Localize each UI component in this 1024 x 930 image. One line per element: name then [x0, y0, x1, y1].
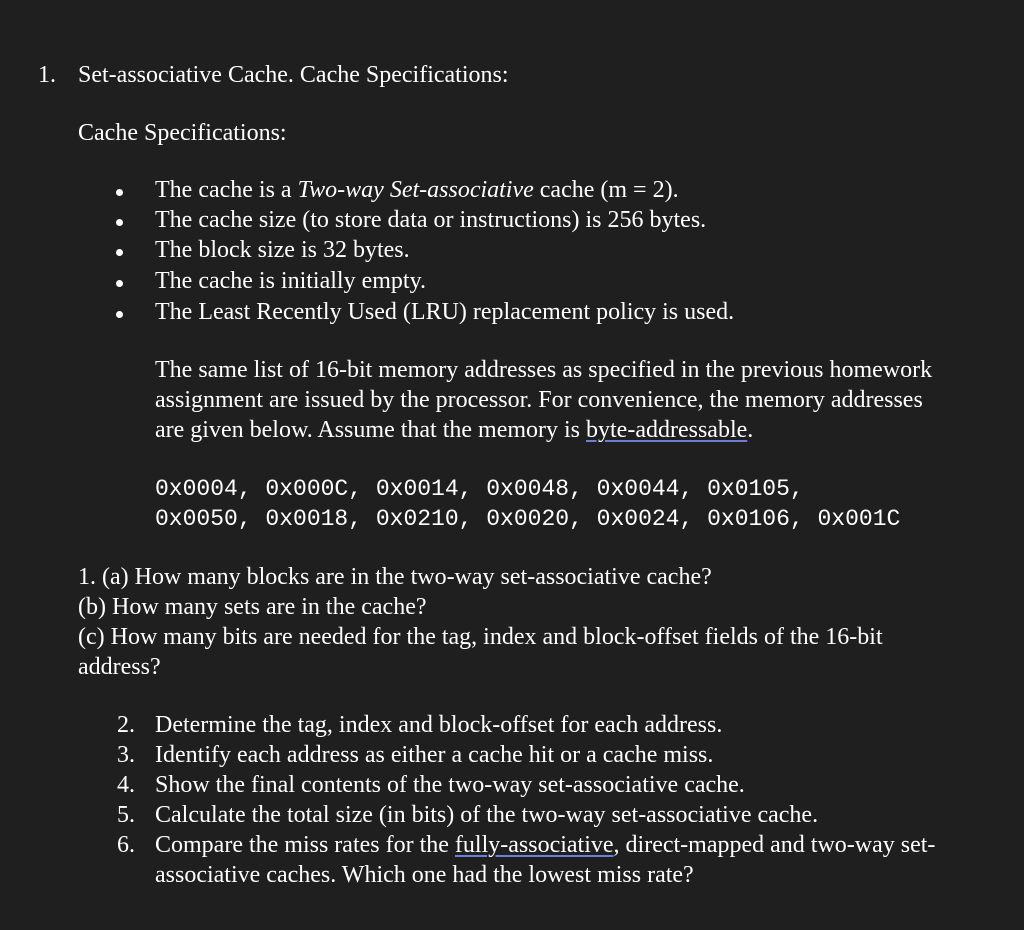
- task-4-number: 4.: [117, 772, 135, 798]
- spec-item-4: The cache is initially empty.: [155, 268, 427, 294]
- spec-item-2: The cache size (to store data or instructions) is 256 bytes.: [155, 207, 707, 233]
- task-5-text: Calculate the total size (in bits) of the two-way set-associative cache.: [155, 802, 819, 828]
- task-2-number: 2.: [117, 712, 135, 738]
- task-6-text: Compare the miss rates for the fully-associative, direct-mapped and two-way set-: [155, 832, 936, 858]
- bullet-icon: [116, 219, 123, 226]
- bullet-icon: [116, 249, 123, 256]
- task-2-text: Determine the tag, index and block-offset for each address.: [155, 712, 723, 738]
- heading-number: 1.: [38, 62, 56, 88]
- spec-item-3: The block size is 32 bytes.: [155, 237, 410, 263]
- paragraph-line-2: assignment are issued by the processor. For convenience, the memory addresses: [155, 387, 923, 413]
- question-a: 1. (a) How many blocks are in the two-way set-associative cache?: [78, 564, 712, 590]
- bullet-icon: [116, 311, 123, 318]
- byte-addressable-link[interactable]: byte-addressable: [586, 417, 748, 443]
- task-4-text: Show the final contents of the two-way set-associative cache.: [155, 772, 745, 798]
- fully-associative-link[interactable]: fully-associative: [454, 832, 614, 858]
- task-6-text-line-2: associative caches. Which one had the lowest miss rate?: [155, 862, 694, 888]
- task-3-text: Identify each address as either a cache hit or a cache miss.: [155, 742, 714, 768]
- task-5-number: 5.: [117, 802, 135, 828]
- cache-type-emphasis: Two-way Set-associative: [297, 177, 534, 203]
- task-6-number: 6.: [117, 832, 135, 858]
- question-c-line-1: (c) How many bits are needed for the tag, index and block-offset fields of the 16-bit: [78, 624, 883, 650]
- task-3-number: 3.: [117, 742, 135, 768]
- paragraph-line-1: The same list of 16-bit memory addresses as specified in the previous homework: [155, 357, 933, 383]
- address-row-1: 0x0004, 0x000C, 0x0014, 0x0048, 0x0044, 0x0105,: [155, 476, 804, 502]
- spec-item-5: The Least Recently Used (LRU) replacement policy is used.: [155, 299, 735, 325]
- specs-label: Cache Specifications:: [78, 120, 287, 146]
- paragraph-line-3: are given below. Assume that the memory is byte-addressable.: [155, 417, 754, 443]
- question-b: (b) How many sets are in the cache?: [78, 594, 427, 620]
- bullet-icon: [116, 189, 123, 196]
- question-c-line-2: address?: [78, 654, 161, 680]
- heading-title: Set-associative Cache. Cache Specifications:: [78, 62, 509, 88]
- bullet-icon: [116, 280, 123, 287]
- spec-item-1: The cache is a Two-way Set-associative cache (m = 2).: [155, 177, 679, 203]
- address-row-2: 0x0050, 0x0018, 0x0210, 0x0020, 0x0024, 0x0106, 0x001C: [155, 506, 901, 532]
